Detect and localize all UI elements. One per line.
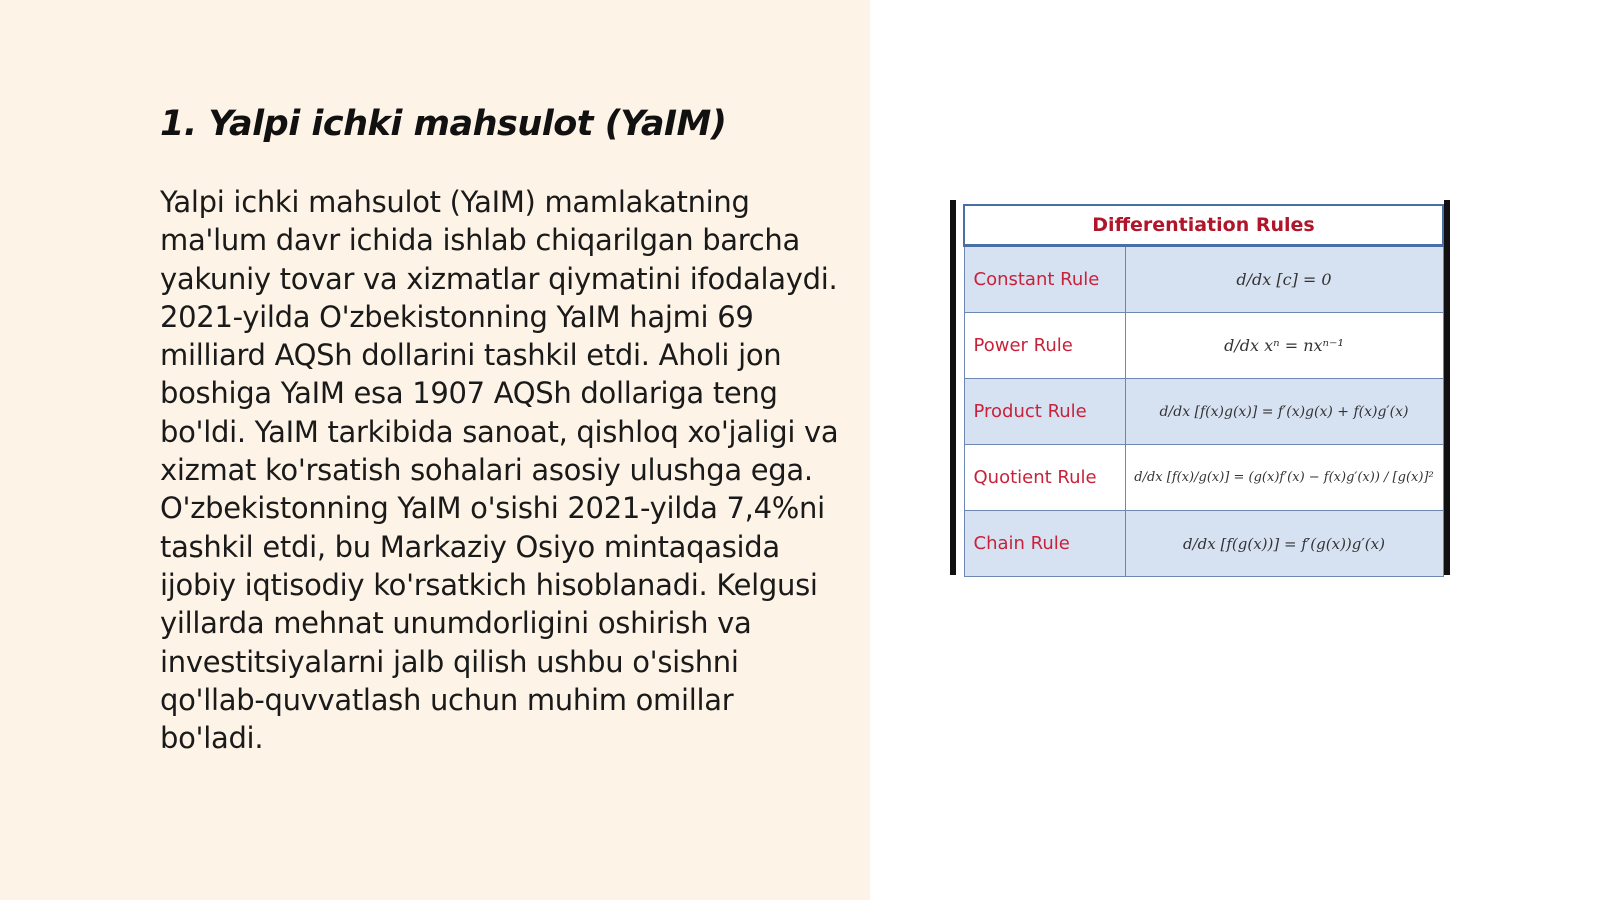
table-row <box>964 246 1443 313</box>
rule-name: Power Rule <box>964 313 1125 379</box>
table-row <box>964 379 1443 445</box>
differentiation-rules-image <box>950 200 1450 575</box>
image-left-bar <box>950 200 956 575</box>
table-title: Differentiation Rules <box>964 205 1443 246</box>
rule-formula: d/dx xⁿ = nxⁿ⁻¹ <box>1125 313 1443 379</box>
rule-formula: d/dx [f(x)/g(x)] = (g(x)f′(x) − f(x)g′(x)) / [g(x)]² <box>1125 445 1443 511</box>
slide-heading: 1. Yalpi ichki mahsulot (YaIM) <box>160 104 727 144</box>
table-row <box>964 445 1443 511</box>
rule-name: Constant Rule <box>964 246 1125 313</box>
slide-body-text: Yalpi ichki mahsulot (YaIM) mamlakatning ma'lum davr ichida ishlab chiqarilgan barcha yakuniy tovar va xizmatlar qiymatini ifodalaydi. 2021-yilda O'zbekistonning YaIM hajmi 69 milliard AQSh dollarini tashkil etdi. Aholi jon boshiga YaIM esa 1907 AQSh dollariga teng bo'ldi. YaIM tarkibida sanoat, qishloq xo'jaligi va xizmat ko'rsatish sohalari asosiy ulushga ega. O'zbekistonning YaIM o'sishi 2021-yilda 7,4%ni tashkil etdi, bu Markaziy Osiyo mintaqasida ijobiy iqtisodiy ko'rsatkich hisoblanadi. Kelgusi yillarda mehnat unumdorligini oshirish va investitsiyalarni jalb qilish ushbu o'sishni qo'llab-quvvatlash uchun muhim omillar bo'ladi. <box>160 185 839 756</box>
rule-formula: d/dx [f(g(x))] = f′(g(x))g′(x) <box>1125 511 1443 577</box>
rule-formula: d/dx [c] = 0 <box>1125 246 1443 313</box>
rule-formula: d/dx [f(x)g(x)] = f′(x)g(x) + f(x)g′(x) <box>1125 379 1443 445</box>
rule-name: Quotient Rule <box>964 445 1125 511</box>
rule-name: Product Rule <box>964 379 1125 445</box>
table-row <box>964 511 1443 577</box>
table-row <box>964 313 1443 379</box>
differentiation-rules-table <box>963 204 1444 577</box>
image-right-bar <box>1444 200 1450 575</box>
rule-name: Chain Rule <box>964 511 1125 577</box>
